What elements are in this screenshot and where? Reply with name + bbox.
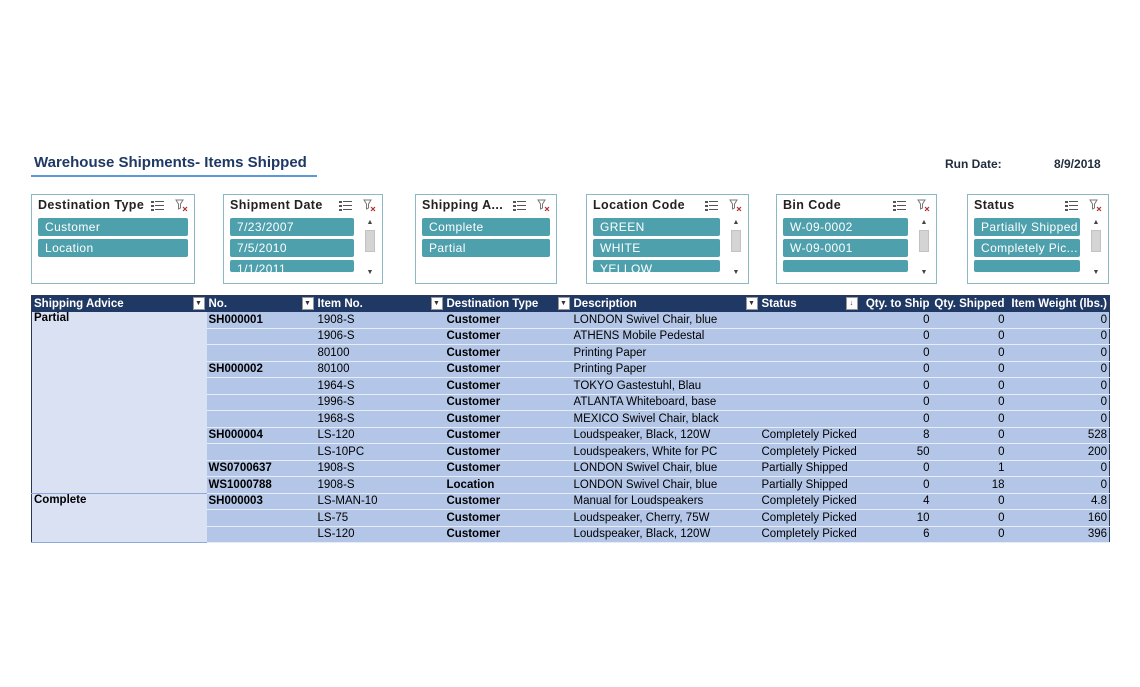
scroll-thumb[interactable] (919, 230, 929, 252)
slicer-item[interactable]: YELLOW (593, 260, 720, 272)
qty-shipped-cell: 0 (932, 427, 1007, 444)
scroll-thumb[interactable] (1091, 230, 1101, 252)
item-no-cell: 1906-S (316, 328, 445, 345)
item-no-cell: 1996-S (316, 394, 445, 411)
item-no-cell: LS-120 (316, 526, 445, 543)
column-header (445, 296, 572, 313)
slicer-header (974, 198, 1102, 216)
filter-dropdown-icon[interactable]: ▼ (193, 297, 205, 310)
item-no-cell: LS-120 (316, 427, 445, 444)
shipment-no-cell (207, 378, 316, 395)
scroll-up-icon[interactable]: ▲ (366, 219, 374, 226)
qty-to-ship-cell: 4 (860, 493, 932, 510)
clear-filter-icon[interactable] (537, 199, 550, 212)
column-header-label: Qty. to Ship (865, 298, 930, 310)
slicer-item[interactable]: 1/1/2011 (230, 260, 354, 272)
shipment-no-cell: WS1000788 (207, 477, 316, 494)
qty-shipped-cell: 0 (932, 345, 1007, 362)
status-cell (760, 411, 860, 428)
description-cell: ATLANTA Whiteboard, base (572, 394, 760, 411)
item-weight-cell: 200 (1007, 444, 1110, 461)
qty-shipped-cell: 0 (932, 378, 1007, 395)
table-header-row (32, 296, 1110, 313)
qty-to-ship-cell: 0 (860, 477, 932, 494)
filter-dropdown-icon[interactable]: ▼ (558, 297, 570, 310)
destination-type-cell: Customer (445, 444, 572, 461)
item-weight-cell: 0 (1007, 328, 1110, 345)
status-cell (760, 378, 860, 395)
destination-type-cell: Customer (445, 427, 572, 444)
column-header-label: Qty. Shipped (934, 298, 1005, 310)
column-header (932, 296, 1007, 313)
qty-shipped-cell: 1 (932, 460, 1007, 477)
description-cell: Loudspeakers, White for PC (572, 444, 760, 461)
slicer-header (593, 198, 742, 216)
scroll-down-icon[interactable]: ▼ (366, 269, 374, 276)
slicer-item[interactable]: Customer (38, 218, 188, 236)
item-weight-cell: 0 (1007, 378, 1110, 395)
sort-filter-icon[interactable]: ↓ (846, 297, 858, 310)
qty-to-ship-cell: 0 (860, 394, 932, 411)
slicer-title: Shipping A... (422, 198, 504, 212)
scroll-thumb[interactable] (365, 230, 375, 252)
slicer-items (783, 218, 908, 272)
destination-type-cell: Customer (445, 312, 572, 328)
multi-select-icon[interactable] (151, 199, 165, 211)
shipping-advice-cell: Partial (32, 312, 207, 493)
slicer-title: Destination Type (38, 198, 144, 212)
slicer-scrollbar[interactable] (364, 218, 376, 278)
shipments-table (31, 295, 1110, 543)
slicer-scrollbar[interactable] (730, 218, 742, 278)
shipment-no-cell: SH000002 (207, 361, 316, 378)
slicer-scrollbar[interactable] (1090, 218, 1102, 278)
slicer-3 (586, 194, 749, 284)
slicer-4 (776, 194, 937, 284)
slicer-item[interactable] (783, 260, 908, 272)
slicer-item[interactable]: Location (38, 239, 188, 257)
scroll-thumb[interactable] (731, 230, 741, 252)
scroll-down-icon[interactable]: ▼ (920, 269, 928, 276)
item-weight-cell: 4.8 (1007, 493, 1110, 510)
column-header (32, 296, 207, 313)
item-weight-cell: 0 (1007, 477, 1110, 494)
column-header (760, 296, 860, 313)
qty-shipped-cell: 0 (932, 361, 1007, 378)
slicer-item[interactable]: Completely Pic... (974, 239, 1080, 257)
item-no-cell: 1908-S (316, 460, 445, 477)
scroll-up-icon[interactable]: ▲ (732, 219, 740, 226)
status-cell (760, 361, 860, 378)
slicer-item[interactable]: Partial (422, 239, 550, 257)
qty-shipped-cell: 0 (932, 526, 1007, 543)
slicer-header (422, 198, 550, 216)
description-cell: Printing Paper (572, 345, 760, 362)
shipment-no-cell (207, 345, 316, 362)
qty-shipped-cell: 0 (932, 312, 1007, 328)
slicer-title: Bin Code (783, 198, 842, 212)
column-header-label: Item Weight (lbs.) (1011, 298, 1107, 310)
table-row (32, 312, 1110, 328)
scroll-up-icon[interactable]: ▲ (1092, 219, 1100, 226)
slicer-item[interactable]: 7/5/2010 (230, 239, 354, 257)
status-cell: Partially Shipped (760, 460, 860, 477)
table-row (32, 493, 1110, 510)
description-cell: Printing Paper (572, 361, 760, 378)
column-header-label: Item No. (317, 298, 363, 310)
column-header-label: Description (573, 298, 637, 310)
qty-to-ship-cell: 10 (860, 510, 932, 527)
qty-shipped-cell: 0 (932, 411, 1007, 428)
item-no-cell: 80100 (316, 361, 445, 378)
column-header (860, 296, 932, 313)
qty-shipped-cell: 0 (932, 394, 1007, 411)
item-no-cell: LS-10PC (316, 444, 445, 461)
multi-select-icon[interactable] (705, 199, 719, 211)
destination-type-cell: Customer (445, 411, 572, 428)
description-cell: Manual for Loudspeakers (572, 493, 760, 510)
status-cell: Completely Picked (760, 444, 860, 461)
destination-type-cell: Customer (445, 526, 572, 543)
slicer-0 (31, 194, 195, 284)
column-header-label: Shipping Advice (34, 298, 124, 310)
destination-type-cell: Customer (445, 378, 572, 395)
qty-to-ship-cell: 0 (860, 328, 932, 345)
status-cell: Completely Picked (760, 526, 860, 543)
shipment-no-cell: SH000001 (207, 312, 316, 328)
qty-to-ship-cell: 0 (860, 312, 932, 328)
scroll-down-icon[interactable]: ▼ (732, 269, 740, 276)
clear-filter-icon[interactable] (917, 199, 930, 212)
slicer-items (974, 218, 1080, 272)
shipment-no-cell: WS0700637 (207, 460, 316, 477)
qty-to-ship-cell: 0 (860, 378, 932, 395)
item-no-cell: 1908-S (316, 312, 445, 328)
item-weight-cell: 0 (1007, 411, 1110, 428)
shipment-no-cell (207, 510, 316, 527)
shipping-advice-cell: Complete (32, 493, 207, 543)
column-header-label: Destination Type (446, 298, 539, 310)
slicer-item[interactable]: W-09-0001 (783, 239, 908, 257)
description-cell: Loudspeaker, Black, 120W (572, 427, 760, 444)
column-header-label: Status (761, 298, 797, 310)
description-cell: TOKYO Gastestuhl, Blau (572, 378, 760, 395)
item-weight-cell: 0 (1007, 394, 1110, 411)
filter-dropdown-icon[interactable]: ▼ (431, 297, 443, 310)
slicer-header (38, 198, 188, 216)
destination-type-cell: Location (445, 477, 572, 494)
shipment-no-cell (207, 328, 316, 345)
shipment-no-cell: SH000003 (207, 493, 316, 510)
slicer-scrollbar[interactable] (918, 218, 930, 278)
slicer-item[interactable]: Complete (422, 218, 550, 236)
qty-to-ship-cell: 50 (860, 444, 932, 461)
slicer-5 (967, 194, 1109, 284)
item-no-cell: 1908-S (316, 477, 445, 494)
shipment-no-cell (207, 526, 316, 543)
slicer-2 (415, 194, 557, 284)
slicer-item[interactable]: GREEN (593, 218, 720, 236)
destination-type-cell: Customer (445, 345, 572, 362)
slicer-items (230, 218, 354, 272)
description-cell: ATHENS Mobile Pedestal (572, 328, 760, 345)
item-weight-cell: 396 (1007, 526, 1110, 543)
status-cell: Completely Picked (760, 510, 860, 527)
qty-to-ship-cell: 0 (860, 345, 932, 362)
description-cell: LONDON Swivel Chair, blue (572, 312, 760, 328)
item-weight-cell: 0 (1007, 345, 1110, 362)
status-cell (760, 312, 860, 328)
item-weight-cell: 0 (1007, 312, 1110, 328)
qty-shipped-cell: 0 (932, 328, 1007, 345)
slicer-item[interactable]: Partially Shipped (974, 218, 1080, 236)
item-no-cell: 1964-S (316, 378, 445, 395)
scroll-down-icon[interactable]: ▼ (1092, 269, 1100, 276)
item-no-cell: 1968-S (316, 411, 445, 428)
slicer-title: Status (974, 198, 1015, 212)
report-title: Warehouse Shipments- Items Shipped (34, 154, 307, 171)
column-header (316, 296, 445, 313)
slicer-items (38, 218, 188, 260)
clear-filter-icon[interactable] (175, 199, 188, 212)
status-cell: Partially Shipped (760, 477, 860, 494)
status-cell (760, 328, 860, 345)
destination-type-cell: Customer (445, 493, 572, 510)
slicer-item[interactable] (974, 260, 1080, 272)
description-cell: Loudspeaker, Black, 120W (572, 526, 760, 543)
slicer-items (593, 218, 720, 272)
scroll-up-icon[interactable]: ▲ (920, 219, 928, 226)
multi-select-icon[interactable] (893, 199, 907, 211)
qty-to-ship-cell: 6 (860, 526, 932, 543)
item-no-cell: LS-MAN-10 (316, 493, 445, 510)
run-date-value: 8/9/2018 (1054, 157, 1101, 171)
qty-shipped-cell: 0 (932, 444, 1007, 461)
status-cell (760, 394, 860, 411)
qty-shipped-cell: 18 (932, 477, 1007, 494)
qty-to-ship-cell: 0 (860, 411, 932, 428)
filter-dropdown-icon[interactable]: ▼ (302, 297, 314, 310)
slicer-1 (223, 194, 383, 284)
destination-type-cell: Customer (445, 460, 572, 477)
clear-filter-icon[interactable] (1089, 199, 1102, 212)
shipment-no-cell (207, 394, 316, 411)
qty-shipped-cell: 0 (932, 510, 1007, 527)
slicer-title: Shipment Date (230, 198, 323, 212)
status-cell: Completely Picked (760, 427, 860, 444)
description-cell: MEXICO Swivel Chair, black (572, 411, 760, 428)
qty-to-ship-cell: 0 (860, 361, 932, 378)
title-underline (31, 175, 317, 177)
qty-to-ship-cell: 8 (860, 427, 932, 444)
slicer-title: Location Code (593, 198, 686, 212)
slicer-item[interactable]: W-09-0002 (783, 218, 908, 236)
description-cell: Loudspeaker, Cherry, 75W (572, 510, 760, 527)
multi-select-icon[interactable] (1065, 199, 1079, 211)
description-cell: LONDON Swivel Chair, blue (572, 477, 760, 494)
clear-filter-icon[interactable] (363, 199, 376, 212)
destination-type-cell: Customer (445, 394, 572, 411)
clear-filter-icon[interactable] (729, 199, 742, 212)
status-cell (760, 345, 860, 362)
column-header (572, 296, 760, 313)
slicer-header (230, 198, 376, 216)
column-header (207, 296, 316, 313)
status-cell: Completely Picked (760, 493, 860, 510)
item-no-cell: LS-75 (316, 510, 445, 527)
qty-shipped-cell: 0 (932, 493, 1007, 510)
slicer-header (783, 198, 930, 216)
column-header-label: No. (208, 298, 228, 310)
qty-to-ship-cell: 0 (860, 460, 932, 477)
item-weight-cell: 160 (1007, 510, 1110, 527)
description-cell: LONDON Swivel Chair, blue (572, 460, 760, 477)
multi-select-icon[interactable] (339, 199, 353, 211)
shipment-no-cell: SH000004 (207, 427, 316, 444)
item-no-cell: 80100 (316, 345, 445, 362)
slicer-item[interactable]: WHITE (593, 239, 720, 257)
destination-type-cell: Customer (445, 328, 572, 345)
run-date-label: Run Date: (945, 157, 1002, 171)
destination-type-cell: Customer (445, 361, 572, 378)
shipment-no-cell (207, 444, 316, 461)
filter-dropdown-icon[interactable]: ▼ (746, 297, 758, 310)
multi-select-icon[interactable] (513, 199, 527, 211)
column-header (1007, 296, 1110, 313)
slicer-item[interactable]: 7/23/2007 (230, 218, 354, 236)
destination-type-cell: Customer (445, 510, 572, 527)
slicer-items (422, 218, 550, 260)
item-weight-cell: 0 (1007, 361, 1110, 378)
item-weight-cell: 0 (1007, 460, 1110, 477)
item-weight-cell: 528 (1007, 427, 1110, 444)
shipment-no-cell (207, 411, 316, 428)
